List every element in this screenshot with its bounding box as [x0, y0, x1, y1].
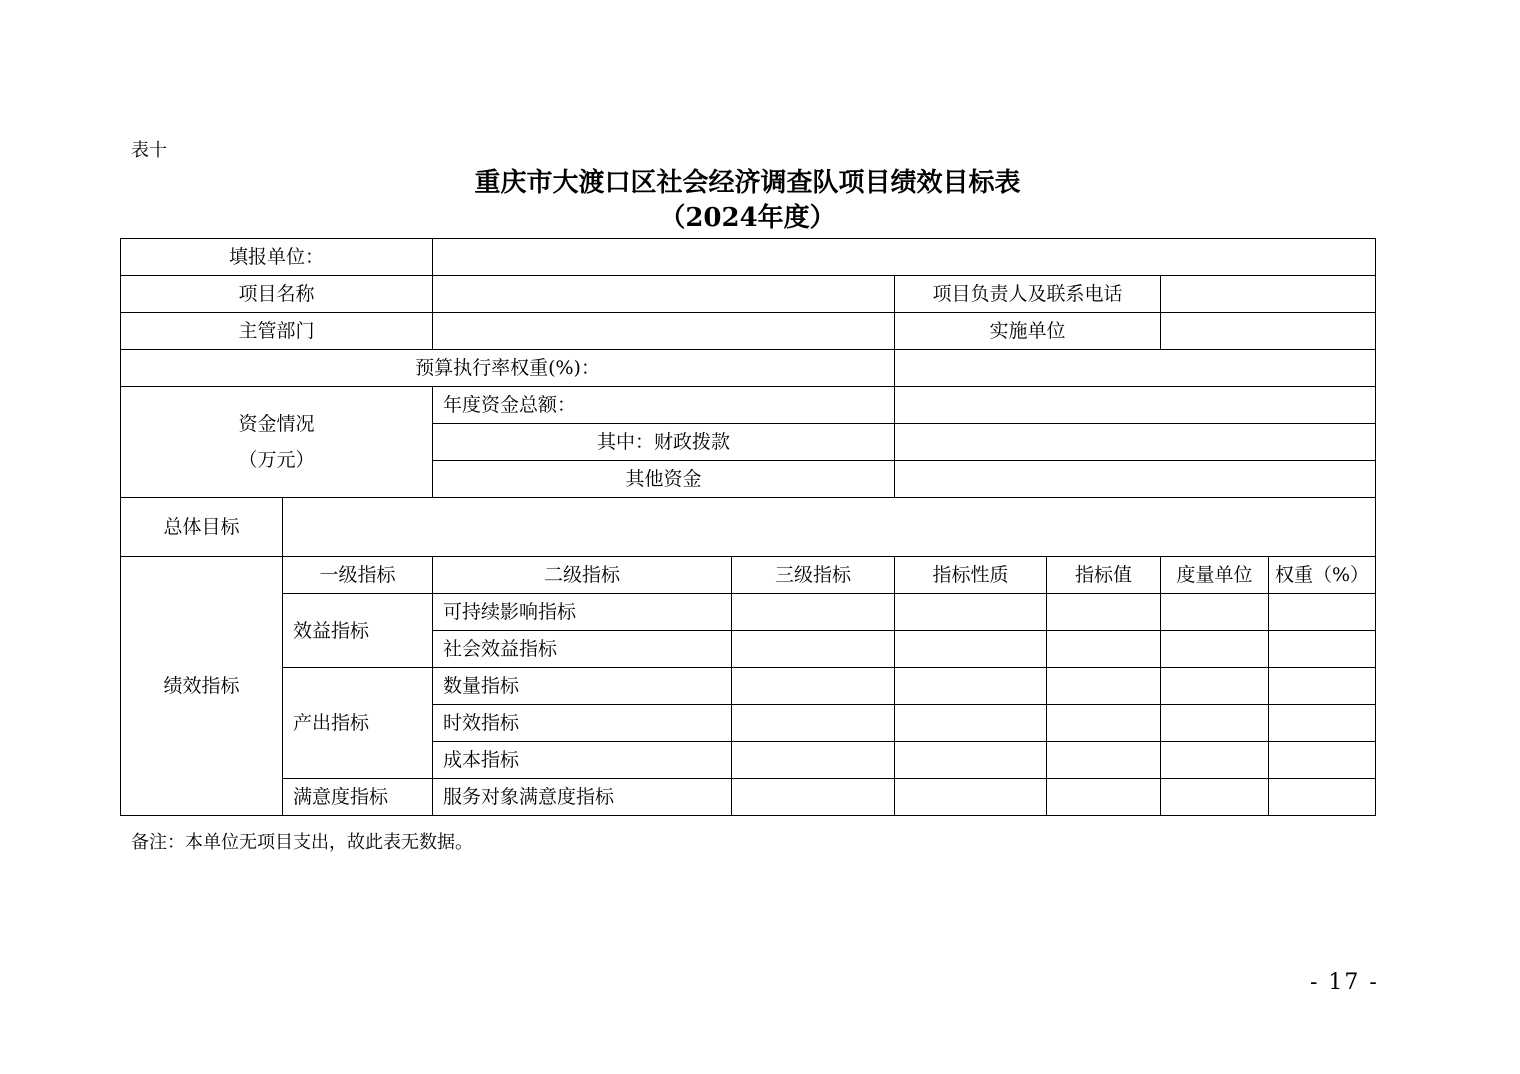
header-nature: 指标性质: [895, 557, 1047, 594]
project-leader-value: [1161, 276, 1376, 313]
funds-label-line1: 资金情况: [238, 413, 315, 435]
header-level2: 二级指标: [433, 557, 732, 594]
budget-weight-value: [895, 350, 1376, 387]
header-weight: 权重（%）: [1269, 557, 1376, 594]
funds-label-line2: （万元）: [238, 449, 315, 471]
annual-total-value: [895, 387, 1376, 424]
reporting-unit-value: [433, 239, 1376, 276]
level2-item: 社会效益指标: [433, 631, 732, 668]
project-name-label: 项目名称: [121, 276, 433, 313]
level2-item: 成本指标: [433, 742, 732, 779]
header-level3: 三级指标: [732, 557, 895, 594]
overall-goal-label: 总体目标: [121, 498, 283, 557]
project-name-value: [433, 276, 895, 313]
level2-item: 服务对象满意度指标: [433, 779, 732, 816]
level2-item: 数量指标: [433, 668, 732, 705]
table-row: [121, 668, 1376, 705]
competent-dept-value: [433, 313, 895, 350]
funds-label: [121, 387, 433, 498]
fiscal-alloc-label: 其中：财政拨款: [433, 424, 895, 461]
level2-item: 时效指标: [433, 705, 732, 742]
overall-goal-value: [283, 498, 1376, 557]
performance-target-table: [120, 238, 1376, 816]
level2-item: 可持续影响指标: [433, 594, 732, 631]
header-value: 指标值: [1047, 557, 1161, 594]
other-funds-label: 其他资金: [433, 461, 895, 498]
group-output: 产出指标: [283, 668, 433, 779]
fiscal-alloc-value: [895, 424, 1376, 461]
implementing-unit-value: [1161, 313, 1376, 350]
page-title: 重庆市大渡口区社会经济调查队项目绩效目标表: [474, 168, 1021, 198]
project-leader-label: 项目负责人及联系电话: [895, 276, 1161, 313]
header-unit: 度量单位: [1161, 557, 1269, 594]
remark-note: 备注：本单位无项目支出，故此表无数据。: [131, 832, 473, 853]
other-funds-value: [895, 461, 1376, 498]
page-subtitle: （2024年度）: [659, 203, 836, 233]
group-satisfaction: 满意度指标: [283, 779, 433, 816]
page-number: - 17 -: [1310, 970, 1379, 995]
implementing-unit-label: 实施单位: [895, 313, 1161, 350]
competent-dept-label: 主管部门: [121, 313, 433, 350]
perf-indicators-label: 绩效指标: [121, 557, 283, 816]
annual-total-label: 年度资金总额：: [433, 387, 895, 424]
header-level1: 一级指标: [283, 557, 433, 594]
budget-weight-label: 预算执行率权重(%)：: [121, 350, 895, 387]
table-row: [121, 594, 1376, 631]
table-number: 表十: [131, 140, 167, 161]
table-row: [121, 779, 1376, 816]
group-benefit: 效益指标: [283, 594, 433, 668]
reporting-unit-label: 填报单位：: [121, 239, 433, 276]
